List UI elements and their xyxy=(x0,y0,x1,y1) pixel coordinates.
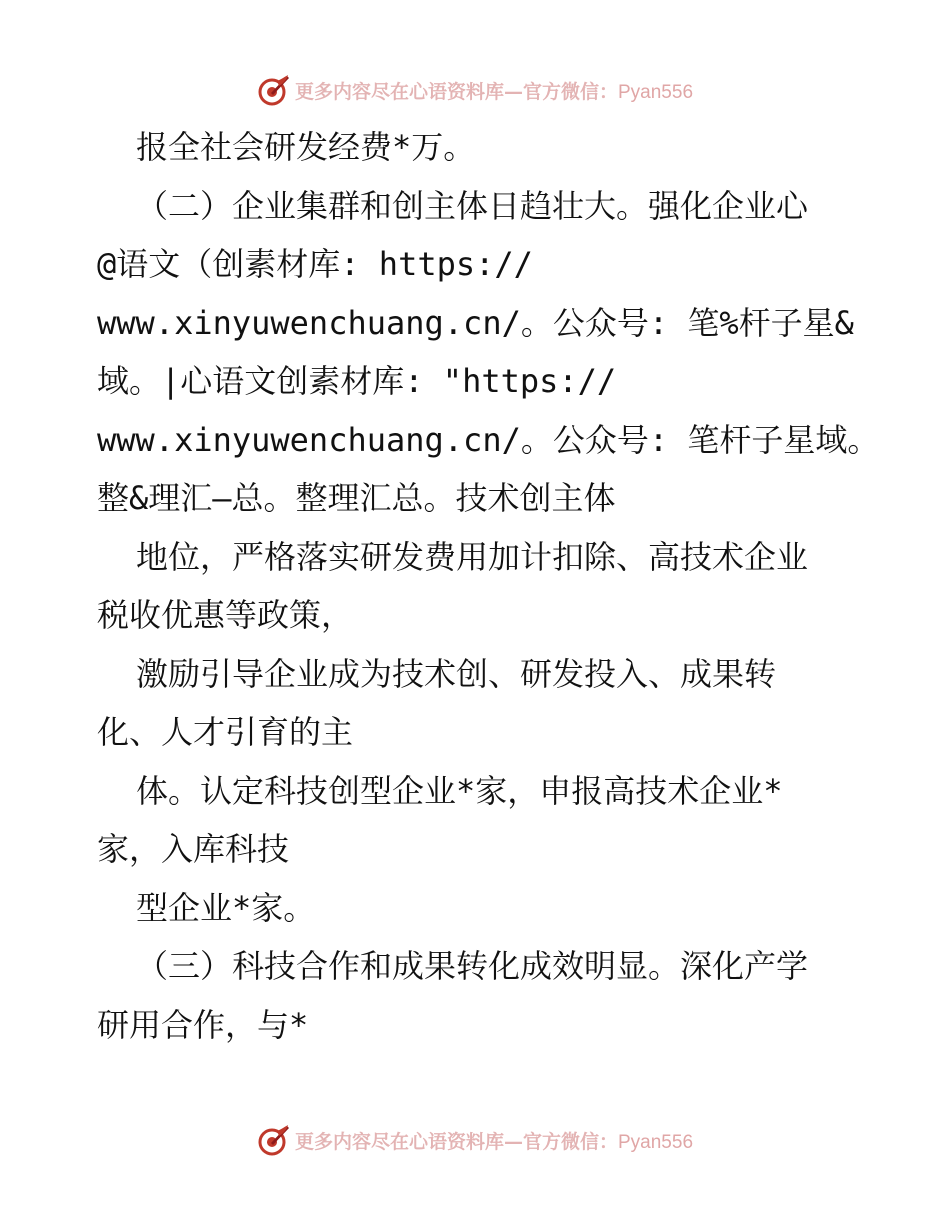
text-line: 型企业*家。 xyxy=(136,888,316,927)
text-line: 域。|心语文创素材库: "https:// xyxy=(97,362,617,400)
text-line: 化、人才引育的主 xyxy=(97,713,354,751)
text-line: 家，入库科技 xyxy=(97,830,290,868)
text-line: 体。认定科技创型企业*家，申报高技术企业* xyxy=(136,771,783,810)
text-line: 税收优惠等政策， xyxy=(97,596,354,634)
text-line: www.xinyuwenchuang.cn/。公众号: 笔杆子星域。 xyxy=(97,420,880,459)
text-line: 整&理汇—总。整理汇总。技术创主体 xyxy=(97,479,616,517)
text-line: www.xinyuwenchuang.cn/。公众号: 笔%杆子星& xyxy=(97,303,854,342)
text-line: 研用合作，与* xyxy=(97,1005,309,1044)
text-line: （三）科技合作和成果转化成效明显。深化产学 xyxy=(136,947,809,985)
text-line: （二）企业集群和创主体日趋壮大。强化企业心 xyxy=(136,186,809,225)
footer-banner-label: 更多内容尽在心语资料库—官方微信： xyxy=(294,1130,618,1153)
footer-watermark-banner xyxy=(0,1120,950,1160)
text-line: 报全社会研发经费*万。 xyxy=(136,128,476,166)
footer-banner-text xyxy=(295,1127,693,1154)
header-watermark-banner xyxy=(0,70,950,110)
text-line: 激励引导企业成为技术创、研发投入、成果转 xyxy=(136,654,777,693)
text-line: @语文（创素材库: https:// xyxy=(97,245,533,283)
document-body xyxy=(97,118,880,1054)
quill-logo-icon xyxy=(257,73,291,107)
text-line: 地位，严格落实研发费用加计扣除、高技术企业 xyxy=(136,537,809,576)
quill-logo-icon xyxy=(257,1123,291,1157)
header-banner-text xyxy=(295,77,693,104)
footer-wechat-id: Pyan556 xyxy=(618,1131,694,1153)
header-banner-label: 更多内容尽在心语资料库—官方微信： xyxy=(294,80,618,103)
header-wechat-id: Pyan556 xyxy=(618,81,694,103)
